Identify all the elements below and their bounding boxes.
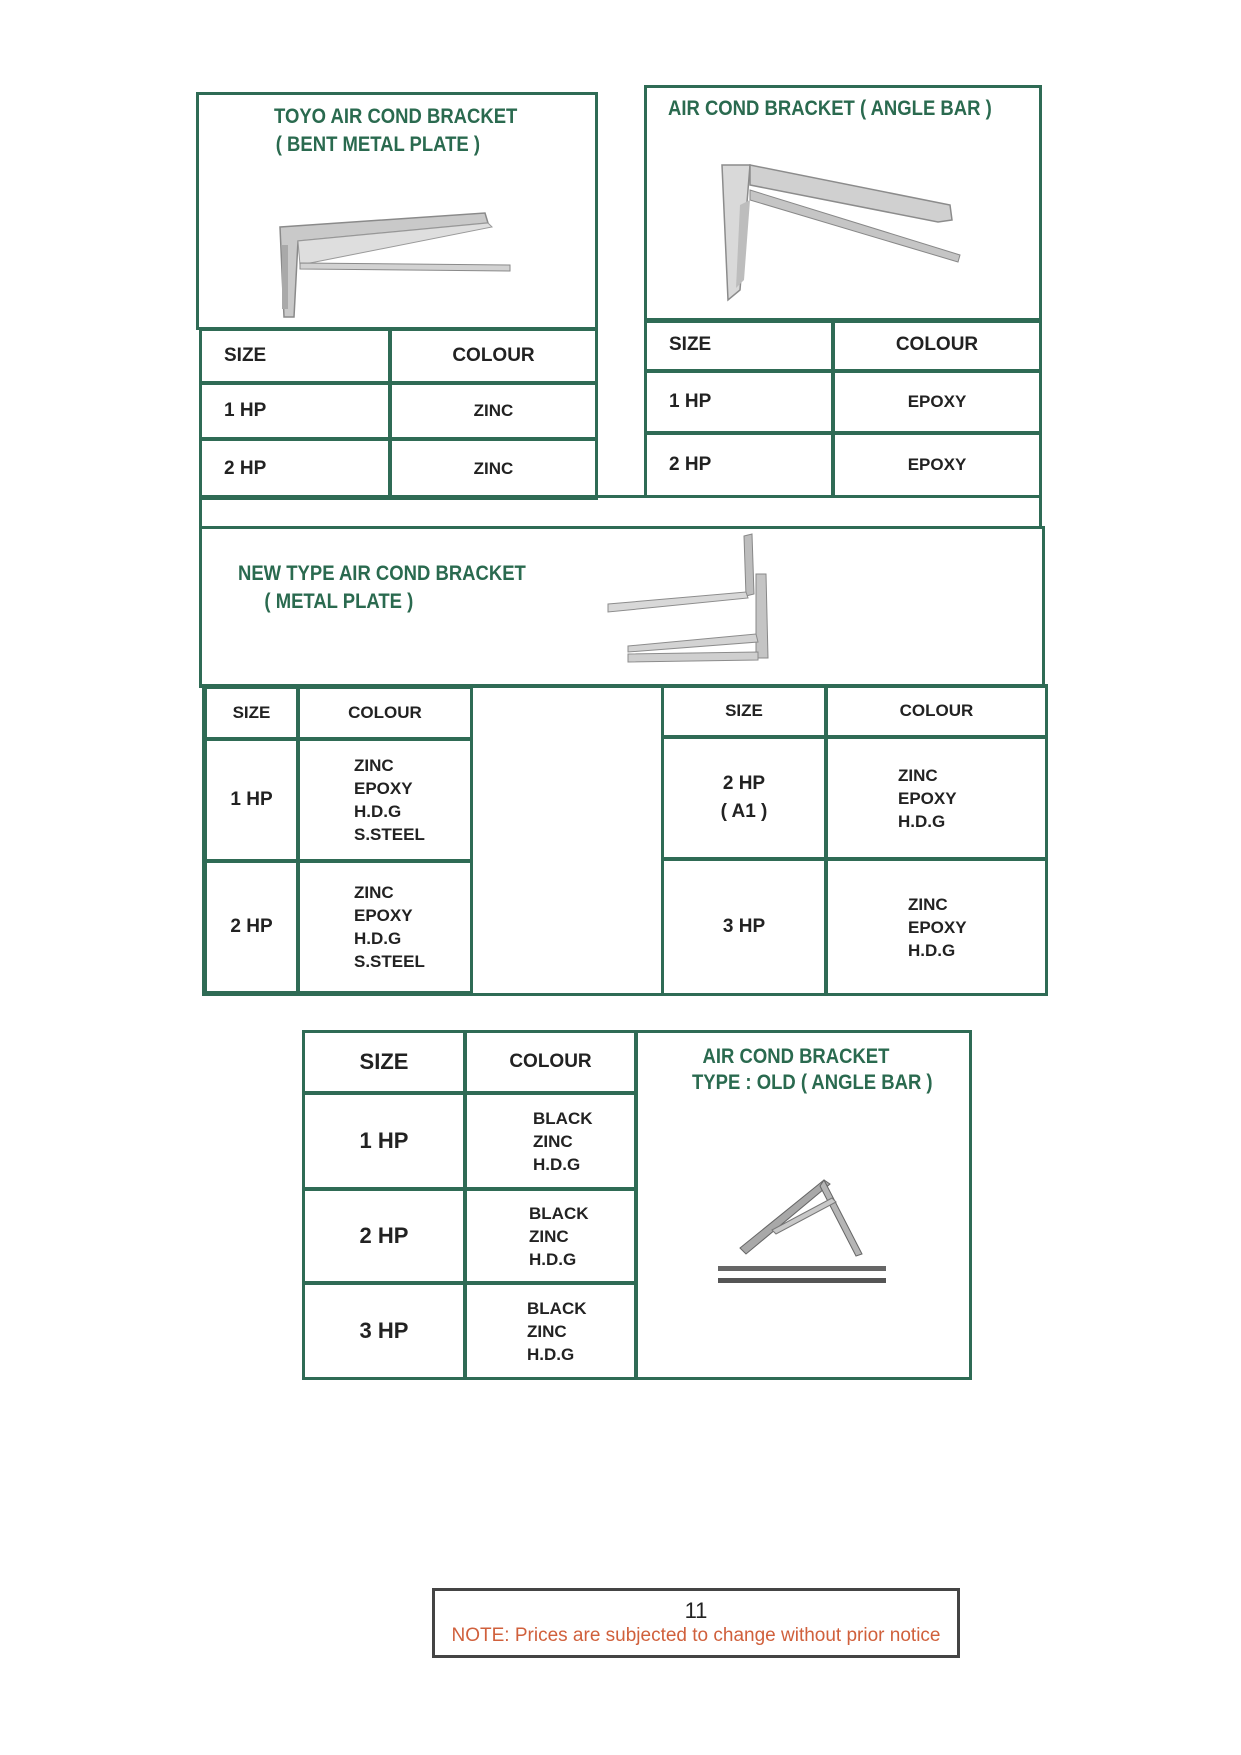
toyo-row1-colour: ZINC	[389, 382, 598, 440]
angle-bar-row2-size: 2 HP	[644, 432, 834, 498]
new-left-row2-colours: ZINC EPOXY H.D.G S.STEEL	[297, 860, 473, 994]
toyo-colour-header: COLOUR	[389, 328, 598, 384]
new-left-row1-size: 1 HP	[204, 738, 299, 862]
new-left-colour-header: COLOUR	[297, 686, 473, 740]
price-note: NOTE: Prices are subjected to change without prior notice	[451, 1625, 941, 1646]
new-left-row2-size: 2 HP	[204, 860, 299, 994]
angle-bar-row2-colour: EPOXY	[832, 432, 1042, 498]
angle-bar-size-header: SIZE	[644, 318, 834, 372]
old-type-title: AIR COND BRACKET TYPE : OLD ( ANGLE BAR )	[692, 1045, 933, 1094]
angle-bar-title: AIR COND BRACKET ( ANGLE BAR )	[668, 97, 992, 120]
angle-bar-bracket-image	[710, 160, 970, 310]
old-row2-colours: BLACK ZINC H.D.G	[464, 1188, 637, 1284]
toyo-size-header: SIZE	[199, 328, 391, 384]
toyo-row2-colour: ZINC	[389, 438, 598, 500]
new-type-bracket-image	[606, 534, 786, 666]
old-row3-colours: BLACK ZINC H.D.G	[464, 1282, 637, 1380]
footer-note-box	[432, 1588, 960, 1658]
toyo-row1-size: 1 HP	[199, 382, 391, 440]
toyo-title: TOYO AIR COND BRACKET ( BENT METAL PLATE )	[274, 105, 518, 156]
new-right-colour-header: COLOUR	[825, 684, 1048, 738]
new-type-title: NEW TYPE AIR COND BRACKET ( METAL PLATE )	[238, 562, 526, 613]
page-number: 11	[684, 1598, 708, 1623]
angle-bar-row1-colour: EPOXY	[832, 370, 1042, 434]
spacer-strip	[199, 495, 1042, 529]
old-size-header: SIZE	[302, 1030, 466, 1094]
new-right-row2-colours: ZINC EPOXY H.D.G	[825, 858, 1048, 996]
new-right-row1-size: 2 HP ( A1 )	[661, 736, 827, 860]
toyo-row2-size: 2 HP	[199, 438, 391, 500]
new-right-row1-colours: ZINC EPOXY H.D.G	[825, 736, 1048, 860]
new-left-row1-colours: ZINC EPOXY H.D.G S.STEEL	[297, 738, 473, 862]
old-row2-size: 2 HP	[302, 1188, 466, 1284]
old-row3-size: 3 HP	[302, 1282, 466, 1380]
new-right-size-header: SIZE	[661, 684, 827, 738]
angle-bar-colour-header: COLOUR	[832, 318, 1042, 372]
old-row1-colours: BLACK ZINC H.D.G	[464, 1092, 637, 1190]
new-left-size-header: SIZE	[204, 686, 299, 740]
new-right-row2-size: 3 HP	[661, 858, 827, 996]
toyo-bracket-image	[270, 205, 520, 325]
old-row1-size: 1 HP	[302, 1092, 466, 1190]
angle-bar-row1-size: 1 HP	[644, 370, 834, 434]
old-type-bracket-image	[712, 1170, 892, 1290]
old-colour-header: COLOUR	[464, 1030, 637, 1094]
